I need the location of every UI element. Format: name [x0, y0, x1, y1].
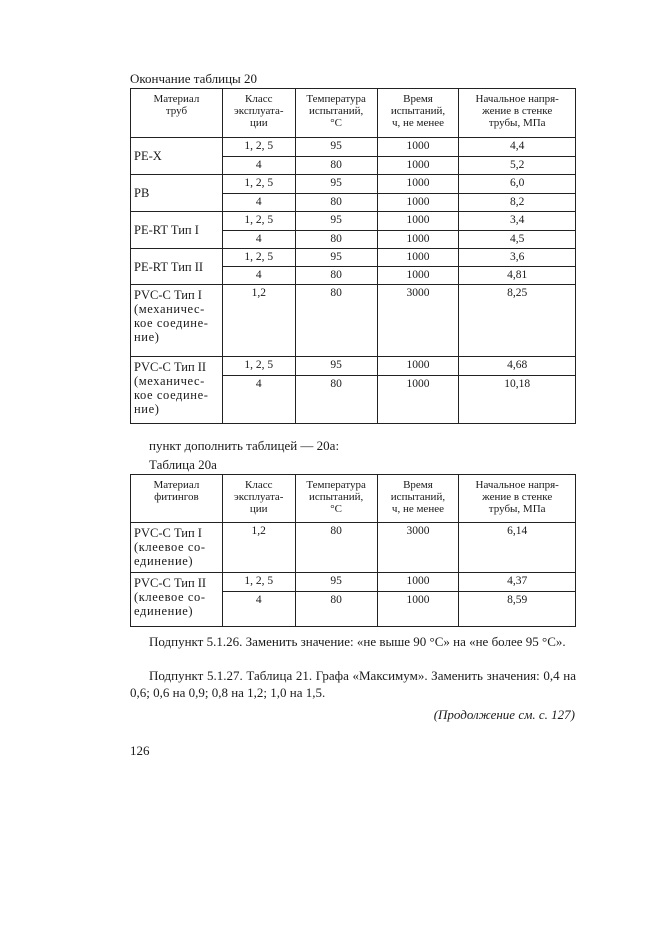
table-row: [131, 573, 576, 592]
temp-cell: 80: [295, 157, 377, 175]
temp-cell: 80: [295, 267, 377, 285]
temp-cell: 95: [295, 357, 377, 376]
stress-cell: 6,14: [459, 523, 576, 573]
temp-cell: 80: [295, 231, 377, 249]
table-row: [131, 285, 576, 357]
table20-caption: Окончание таблицы 20: [130, 71, 258, 86]
table-row: [131, 523, 576, 573]
class-cell: 4: [222, 376, 295, 424]
table-row: [131, 212, 576, 231]
temp-cell: 80: [295, 194, 377, 212]
table-row: [131, 138, 576, 157]
temp-cell: 95: [295, 138, 377, 157]
time-cell: 1000: [377, 573, 459, 592]
paragraph-5-1-27: Подпункт 5.1.27. Таблица 21. Графа «Максимум». Заменить значения: 0,4 на 0,6; 0,6 на 0,9; 0,8 на 1,2; 1,0 на 1,5.: [130, 668, 576, 700]
stress-cell: 6,0: [459, 175, 576, 194]
stress-cell: 4,68: [459, 357, 576, 376]
class-cell: 4: [222, 157, 295, 175]
class-cell: 1,2: [222, 523, 295, 573]
temp-cell: 80: [295, 285, 377, 357]
stress-cell: 10,18: [459, 376, 576, 424]
temp-cell: 95: [295, 249, 377, 267]
stress-cell: 4,81: [459, 267, 576, 285]
class-cell: 1,2: [222, 285, 295, 357]
stress-cell: 4,4: [459, 138, 576, 157]
table20-header-row: [131, 89, 576, 138]
temp-cell: 80: [295, 592, 377, 627]
stress-cell: 5,2: [459, 157, 576, 175]
time-cell: 1000: [377, 267, 459, 285]
time-cell: 1000: [377, 157, 459, 175]
paragraph-5-1-26: Подпункт 5.1.26. Заменить значение: «не выше 90 °С» на «не более 95 °С».: [149, 634, 566, 649]
class-cell: 4: [222, 194, 295, 212]
header-class: Класс эксплуата- ции: [222, 89, 295, 138]
header-class: Класс эксплуата- ции: [222, 475, 295, 523]
header-temperature: Температура испытаний, °С: [295, 89, 377, 138]
time-cell: 1000: [377, 357, 459, 376]
time-cell: 1000: [377, 212, 459, 231]
time-cell: 3000: [377, 285, 459, 357]
time-cell: 1000: [377, 376, 459, 424]
table20a-caption: Таблица 20а: [149, 457, 217, 472]
material-cell: PE-X: [131, 138, 223, 175]
table-20: [130, 88, 576, 424]
time-cell: 1000: [377, 231, 459, 249]
material-cell: PVC-C Тип II (клеевое со- единение): [131, 573, 223, 627]
stress-cell: 3,6: [459, 249, 576, 267]
table-row: [131, 249, 576, 267]
material-cell: PVC-C Тип II (механичес- кое соедине- ние): [131, 357, 223, 424]
temp-cell: 80: [295, 523, 377, 573]
temp-cell: 95: [295, 175, 377, 194]
header-stress: Начальное напря- жение в стенке трубы, МПа: [459, 89, 576, 138]
stress-cell: 8,25: [459, 285, 576, 357]
time-cell: 3000: [377, 523, 459, 573]
stress-cell: 8,59: [459, 592, 576, 627]
stress-cell: 3,4: [459, 212, 576, 231]
time-cell: 1000: [377, 175, 459, 194]
table20a-header-row: [131, 475, 576, 523]
time-cell: 1000: [377, 138, 459, 157]
time-cell: 1000: [377, 592, 459, 627]
class-cell: 1, 2, 5: [222, 175, 295, 194]
time-cell: 1000: [377, 249, 459, 267]
stress-cell: 4,5: [459, 231, 576, 249]
class-cell: 1, 2, 5: [222, 212, 295, 231]
table-row: [131, 357, 576, 376]
header-temperature: Температура испытаний, °С: [295, 475, 377, 523]
header-stress: Начальное напря- жение в стенке трубы, МПа: [459, 475, 576, 523]
class-cell: 4: [222, 592, 295, 627]
temp-cell: 80: [295, 376, 377, 424]
stress-cell: 8,2: [459, 194, 576, 212]
class-cell: 4: [222, 231, 295, 249]
header-time: Время испытаний, ч, не менее: [377, 475, 459, 523]
material-cell: PB: [131, 175, 223, 212]
stress-cell: 4,37: [459, 573, 576, 592]
time-cell: 1000: [377, 194, 459, 212]
header-material: Материал труб: [131, 89, 223, 138]
class-cell: 1, 2, 5: [222, 249, 295, 267]
table-20a: [130, 474, 576, 627]
class-cell: 1, 2, 5: [222, 138, 295, 157]
material-cell: PE-RT Тип II: [131, 249, 223, 285]
material-cell: PVC-C Тип I (механичес- кое соедине- ние): [131, 285, 223, 357]
class-cell: 1, 2, 5: [222, 573, 295, 592]
header-material: Материал фитингов: [131, 475, 223, 523]
temp-cell: 95: [295, 212, 377, 231]
page-number: 126: [130, 743, 150, 758]
between-text: пункт дополнить таблицей — 20а:: [149, 438, 340, 453]
continuation-note: (Продолжение см. с. 127): [433, 707, 575, 722]
class-cell: 1, 2, 5: [222, 357, 295, 376]
class-cell: 4: [222, 267, 295, 285]
material-cell: PVC-C Тип I (клеевое со- единение): [131, 523, 223, 573]
table-row: [131, 175, 576, 194]
header-time: Время испытаний, ч, не менее: [377, 89, 459, 138]
material-cell: PE-RT Тип I: [131, 212, 223, 249]
temp-cell: 95: [295, 573, 377, 592]
